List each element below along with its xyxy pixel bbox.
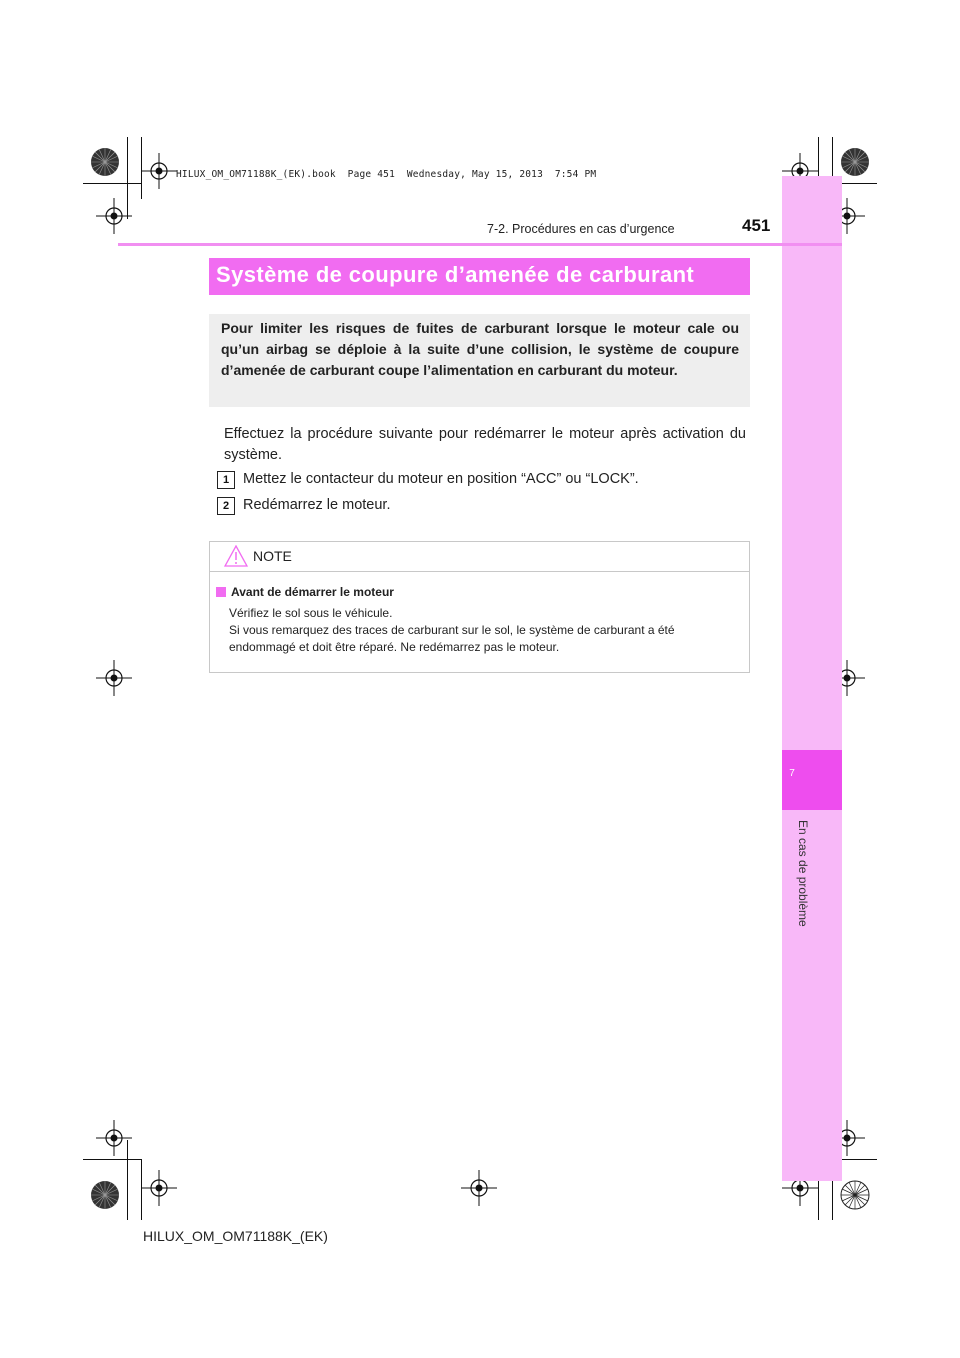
- note-header: [210, 542, 749, 572]
- rosette-icon: [840, 1180, 870, 1210]
- step-text: Mettez le contacteur du moteur en position “ACC” ou “LOCK”.: [243, 471, 639, 487]
- chapter-side-tab: [782, 176, 842, 1181]
- step-number: 2: [217, 497, 235, 515]
- step-item: [217, 497, 757, 515]
- square-bullet-icon: [216, 587, 226, 597]
- registration-crosshair-icon: [141, 153, 177, 189]
- chapter-title: En cas de problème: [796, 820, 810, 927]
- step-text: Redémarrez le moteur.: [243, 497, 391, 513]
- step-number: 1: [217, 471, 235, 489]
- step-item: [217, 471, 757, 489]
- note-box: [209, 541, 750, 673]
- registration-crosshair-icon: [96, 660, 132, 696]
- rosette-icon: [90, 147, 120, 177]
- page-number: 451: [742, 216, 771, 235]
- header-rule: [118, 243, 842, 246]
- warning-triangle-icon: [224, 545, 248, 567]
- note-line-2: Si vous remarquez des traces de carburant sur le sol, le système de carburant a été endommagé et doit être réparé. Ne redémarrez pas le moteur.: [229, 623, 675, 654]
- intro-box: [209, 314, 750, 407]
- rosette-icon: [840, 147, 870, 177]
- note-subtitle: [216, 585, 394, 599]
- registration-crosshair-icon: [96, 198, 132, 234]
- note-subtitle-text: Avant de démarrer le moteur: [231, 585, 394, 599]
- intro-text: Pour limiter les risques de fuites de carburant lorsque le moteur cale ou qu’un airbag se déploie à la suite d’une collision, le système de coupure d’amenée de carburant coupe l’alimentation en carburant du moteur.: [221, 320, 739, 378]
- print-info: HILUX_OM_OM71188K_(EK).book Page 451 Wednesday, May 15, 2013 7:54 PM: [176, 169, 597, 180]
- registration-crosshair-icon: [141, 1170, 177, 1206]
- section-label: 7-2. Procédures en cas d’urgence: [487, 222, 675, 236]
- note-line-1: Vérifiez le sol sous le véhicule.: [229, 606, 393, 620]
- footer-code: HILUX_OM_OM71188K_(EK): [143, 1228, 328, 1244]
- chapter-number-box: [782, 750, 842, 810]
- note-text: [229, 605, 741, 656]
- registration-crosshair-icon: [461, 1170, 497, 1206]
- rosette-icon: [90, 1180, 120, 1210]
- page-title: Système de coupure d’amenée de carburant: [209, 258, 750, 295]
- registration-crosshair-icon: [96, 1120, 132, 1156]
- chapter-number: 7: [789, 768, 795, 779]
- body-text: Effectuez la procédure suivante pour redémarrer le moteur après activation du système.: [224, 426, 746, 463]
- note-label: NOTE: [253, 548, 292, 564]
